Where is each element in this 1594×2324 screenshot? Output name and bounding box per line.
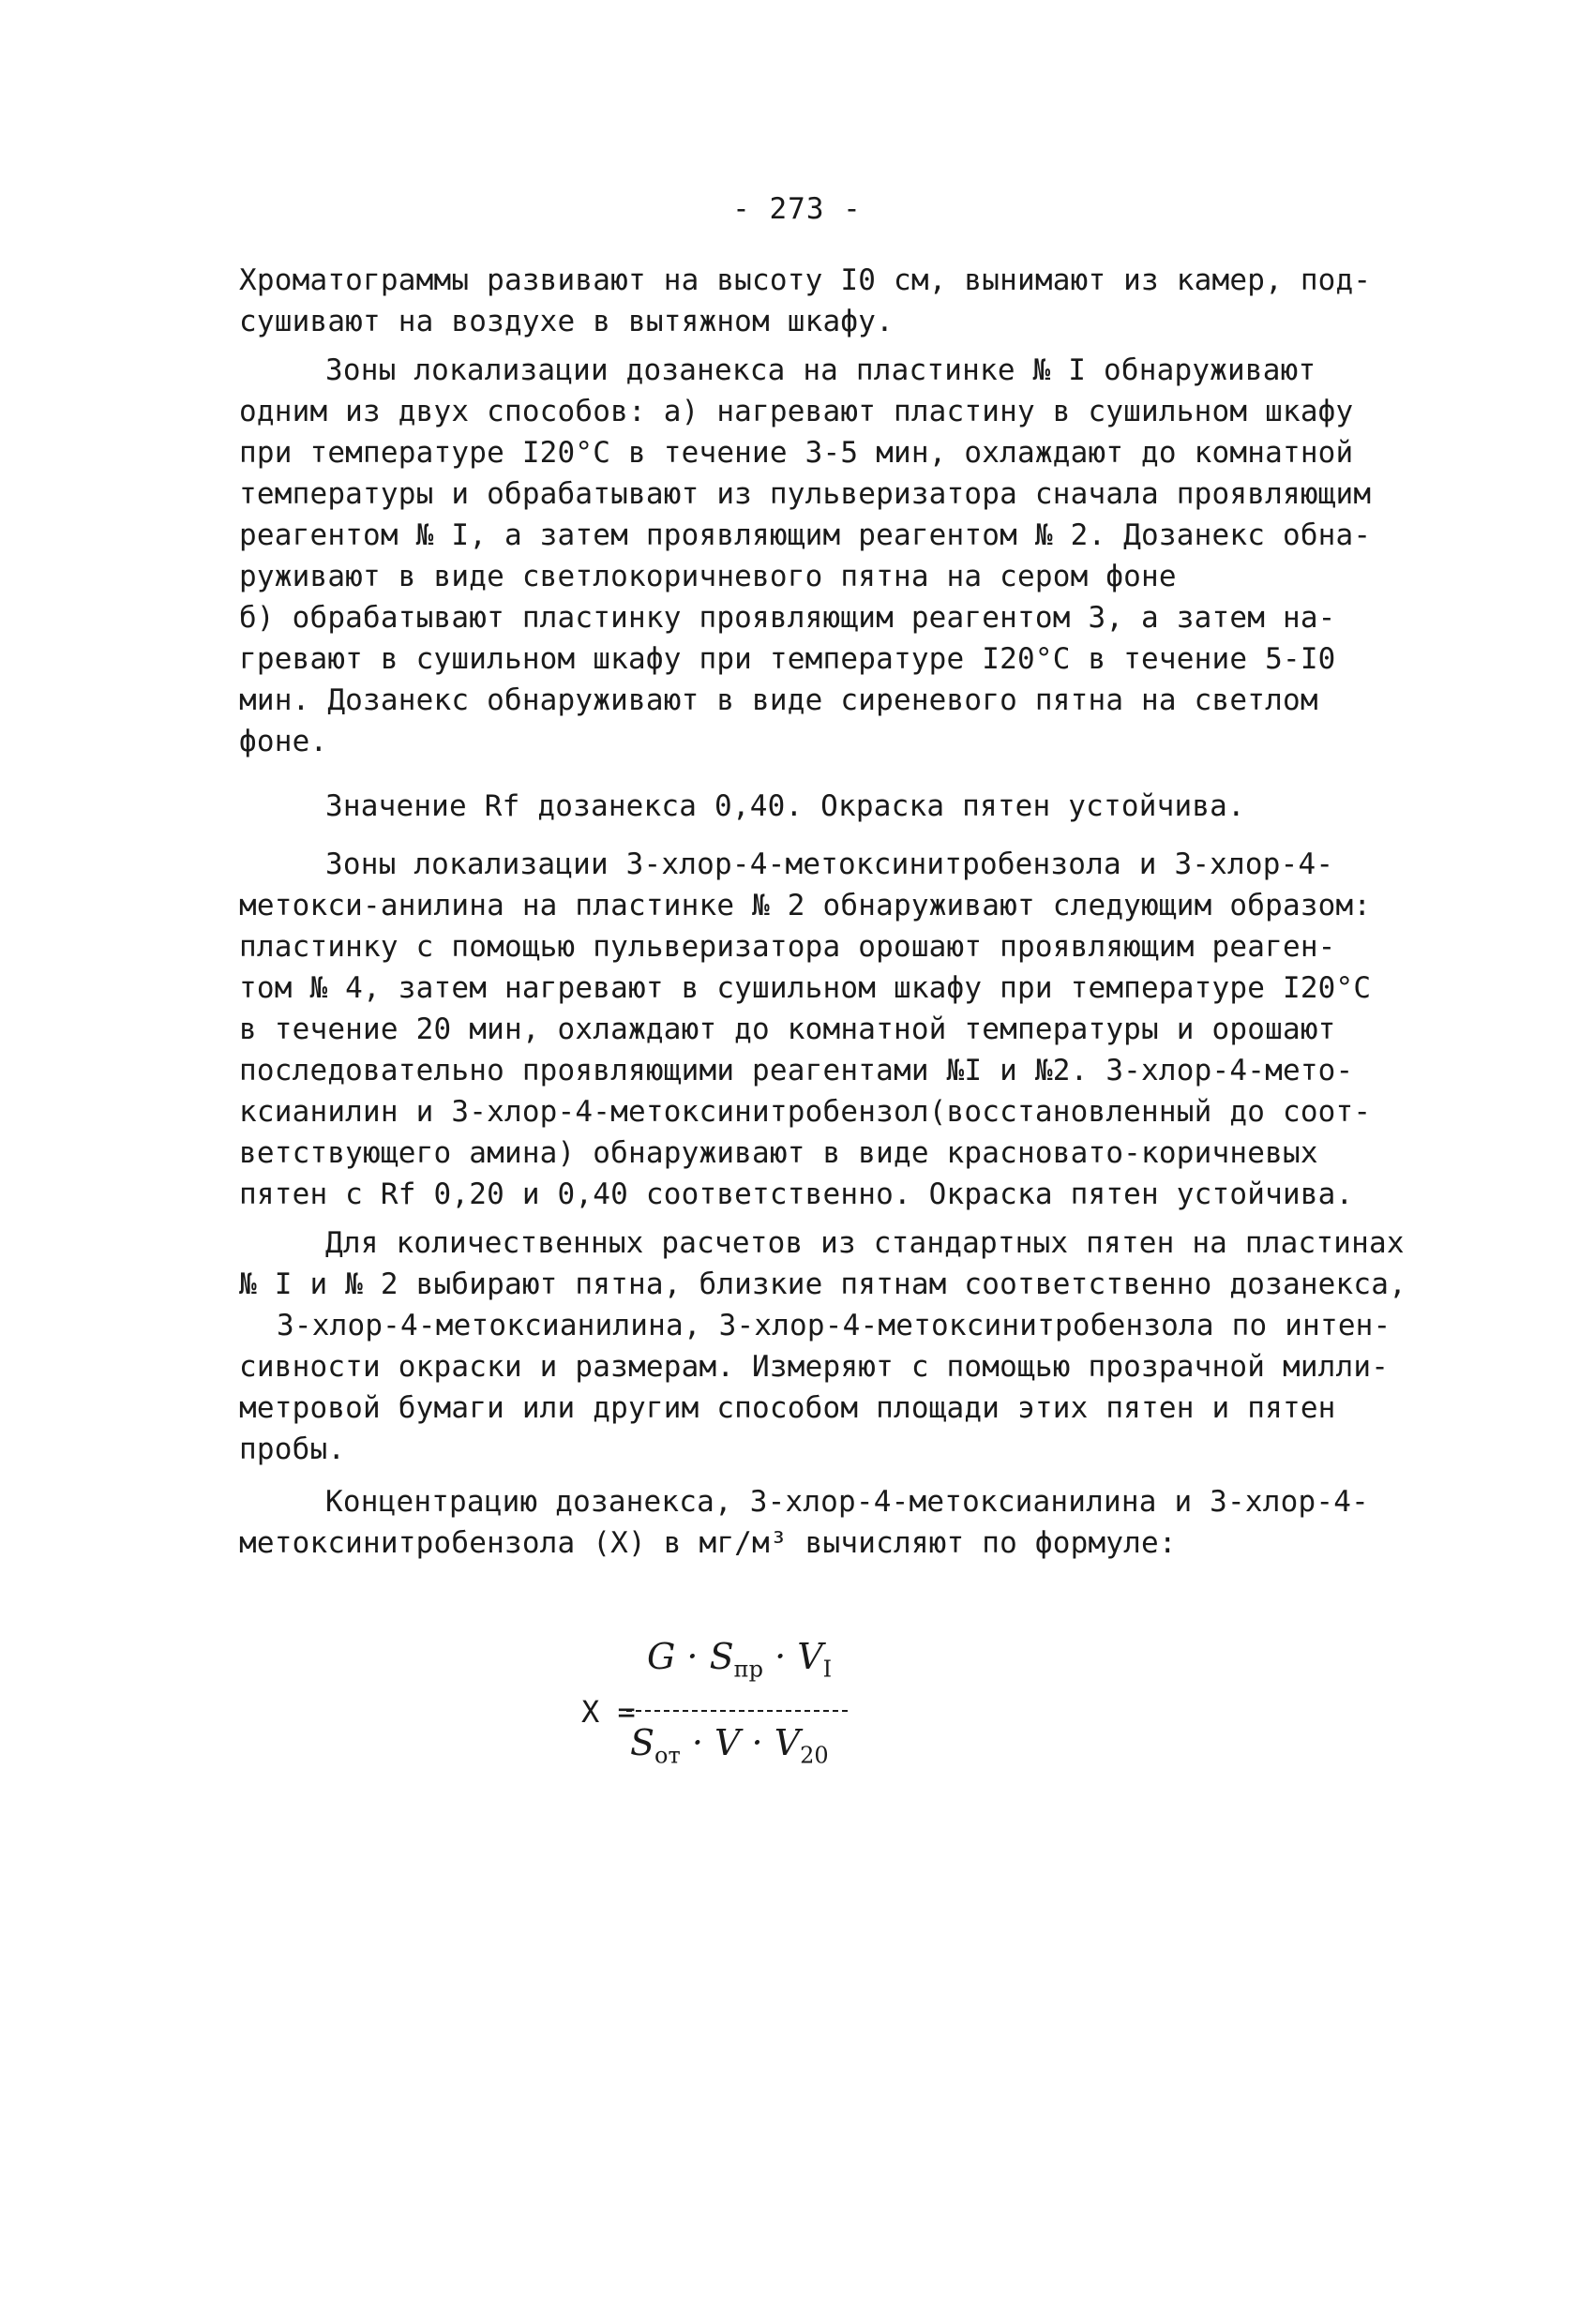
formula-denominator-sub: от — [654, 1742, 681, 1769]
text-line: пластинку с помощью пульверизатора орошают проявляющим реаген- — [239, 930, 1336, 964]
text-line: при температуре I20°С в течение 3-5 мин, охлаждают до комнатной — [239, 436, 1354, 470]
text-line: сушивают на воздухе в вытяжном шкафу. — [239, 305, 894, 338]
text-line: пробы. — [239, 1432, 346, 1466]
text-line: № I и № 2 выбирают пятна, близкие пятнам соответственно дозанекса, — [239, 1267, 1406, 1301]
text-line: Для количественных расчетов из стандартных пятен на пластинах — [325, 1226, 1405, 1260]
formula-numerator — [647, 1636, 832, 1683]
text-line: Концентрацию дозанекса, 3-хлор-4-метоксианилина и 3-хлор-4- — [325, 1485, 1369, 1519]
text-line: Зоны локализации дозанекса на пластинке № I обнаруживают — [325, 353, 1316, 387]
text-line: температуры и обрабатывают из пульверизатора сначала проявляющим — [239, 477, 1372, 511]
text-line: одним из двух способов: а) нагревают пластину в сушильном шкафу — [239, 395, 1354, 428]
text-line: метоксинитробензола (Х) в мг/м³ вычисляют по формуле: — [239, 1526, 1177, 1560]
formula-denominator-rest: · V · V — [680, 1722, 801, 1763]
formula-numerator-sub2: I — [822, 1656, 833, 1683]
text-line: руживают в виде светлокоричневого пятна на сером фоне — [239, 560, 1177, 593]
text-line: реагентом № I, а затем проявляющим реагентом № 2. Дозанекс обна- — [239, 518, 1372, 552]
text-line: последовательно проявляющими реагентами №I и №2. 3-хлор-4-мето- — [239, 1054, 1354, 1087]
fraction-bar — [626, 1710, 848, 1712]
page-number: - 273 - — [732, 192, 862, 226]
text-line: Зоны локализации 3-хлор-4-метоксинитробензола и 3-хлор-4- — [325, 847, 1334, 881]
formula-numerator-sub: пр — [733, 1656, 763, 1683]
formula-numerator-rest: · V — [762, 1636, 823, 1677]
text-line: гревают в сушильном шкафу при температуре I20°С в течение 5-I0 — [239, 642, 1336, 676]
text-line: 3-хлор-4-метоксианилина, 3-хлор-4-метоксинитробензола по интен- — [277, 1309, 1391, 1342]
text-line: в течение 20 мин, охлаждают до комнатной температуры и орошают — [239, 1012, 1336, 1046]
text-line: метровой бумаги или другим способом площади этих пятен и пятен — [239, 1391, 1336, 1425]
text-line: фоне. — [239, 725, 328, 758]
text-line: сивности окраски и размерам. Измеряют с помощью прозрачной милли- — [239, 1350, 1390, 1384]
text-line: том № 4, затем нагревают в сушильном шкафу при температуре I20°С — [239, 971, 1372, 1005]
text-line: метокси-анилина на пластинке № 2 обнаруживают следующим образом: — [239, 889, 1372, 922]
formula-numerator-main: G · S — [647, 1636, 734, 1677]
text-line: Значение Rf дозанекса 0,40. Окраска пятен устойчива. — [325, 789, 1245, 823]
text-line: ксианилин и 3-хлор-4-метоксинитробензол(восстановленный до соот- — [239, 1095, 1372, 1129]
text-line: мин. Дозанекс обнаруживают в виде сиреневого пятна на светлом — [239, 683, 1318, 717]
text-line: Хроматограммы развивают на высоту I0 см, вынимают из камер, под- — [239, 263, 1372, 297]
text-line: б) обрабатывают пластинку проявляющим реагентом 3, а затем на- — [239, 601, 1336, 635]
text-line: ветствующего амина) обнаруживают в виде красновато-коричневых — [239, 1136, 1318, 1170]
text-line: пятен с Rf 0,20 и 0,40 соответственно. Окраска пятен устойчива. — [239, 1177, 1354, 1211]
formula-denominator — [630, 1722, 829, 1769]
formula-denominator-main: S — [630, 1722, 655, 1763]
concentration-formula — [572, 1636, 872, 1786]
formula-lhs: Х = — [581, 1694, 636, 1730]
formula-denominator-sub2: 20 — [800, 1742, 829, 1769]
